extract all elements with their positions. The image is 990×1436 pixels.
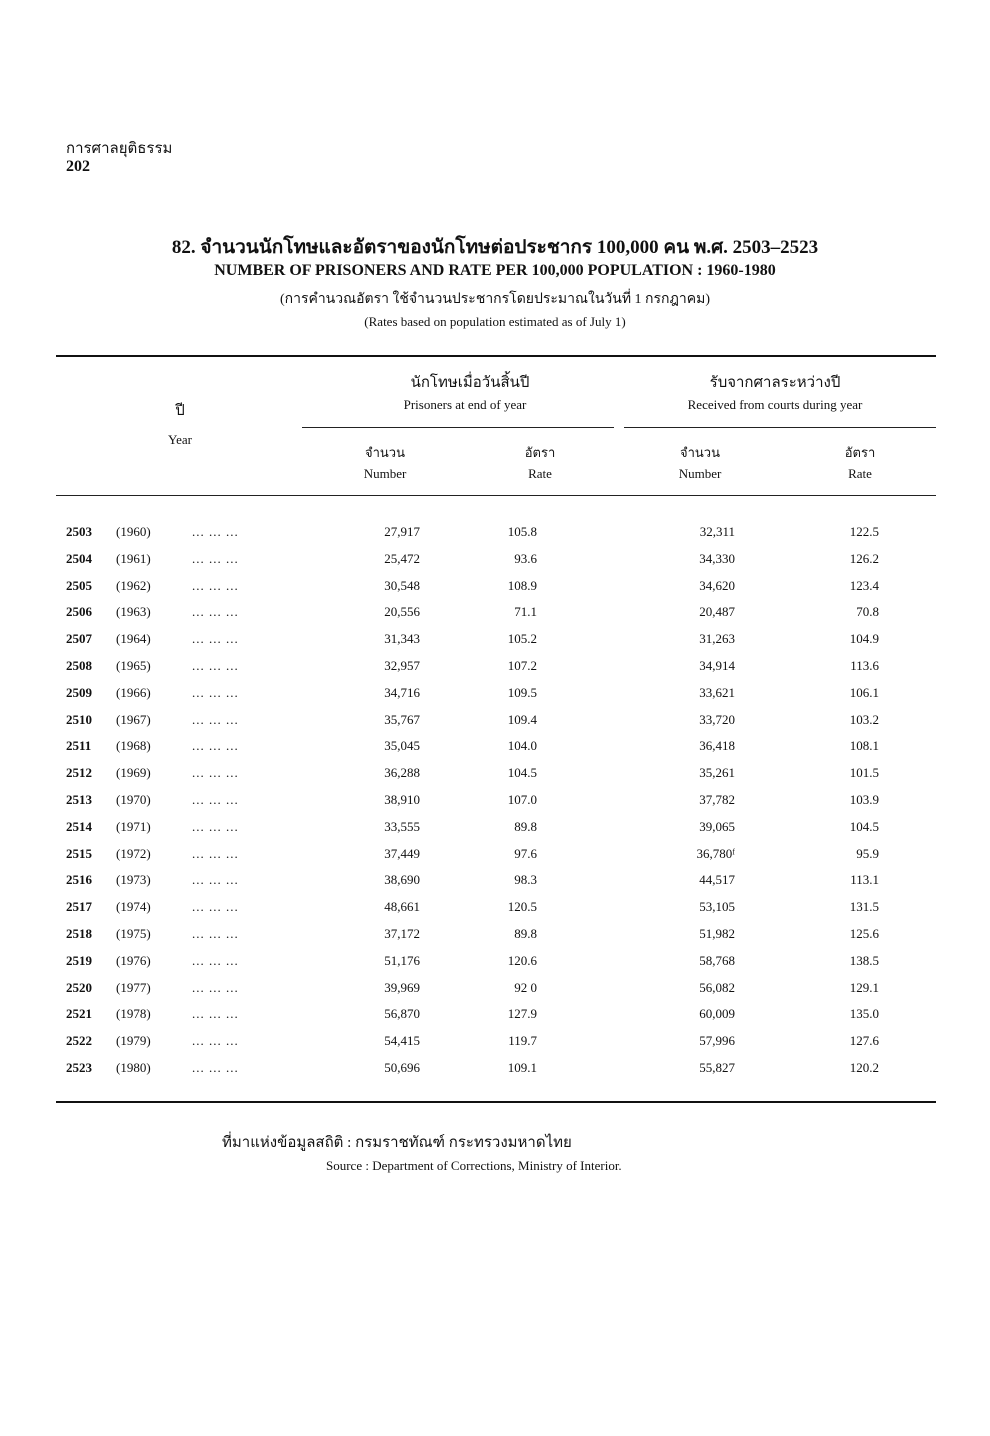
received-number-cell: 36,780ᶠ: [696, 846, 735, 861]
received-number-cell: 55,827: [699, 1060, 735, 1075]
prisoners-rate-cell: 98.3: [514, 872, 537, 887]
running-header: การศาลยุติธรรม: [66, 141, 173, 157]
received-rate-cell: 95.9: [856, 846, 879, 861]
table-bottom-rule: [56, 1101, 936, 1103]
year-be-cell: 2517: [66, 899, 92, 914]
leader-dots: ... ... ...: [192, 819, 239, 834]
year-be-cell: 2504: [66, 551, 92, 566]
received-number-cell: 56,082: [699, 980, 735, 995]
prisoners-rate-cell: 109.5: [507, 685, 537, 700]
received-number-cell: 60,009: [699, 1006, 735, 1021]
table-row: [0, 953, 990, 979]
table-title-thai: 82. จำนวนนักโทษและอัตราของนักโทษต่อประชากร 100,000 คน พ.ศ. 2503–2523: [171, 237, 819, 258]
prisoners-number-cell: 35,767: [384, 712, 420, 727]
year-be-cell: 2510: [66, 712, 92, 727]
prisoners-number-cell: 37,172: [384, 926, 420, 941]
year-be-cell: 2516: [66, 872, 92, 887]
header-bottom-rule: [56, 495, 936, 496]
received-rate-cell: 106.1: [849, 685, 879, 700]
received-rate-header-english: Rate: [848, 466, 872, 481]
prisoners-number-cell: 33,555: [384, 819, 420, 834]
leader-dots: ... ... ...: [192, 953, 239, 968]
received-number-cell: 35,261: [699, 765, 735, 780]
received-number-cell: 51,982: [699, 926, 735, 941]
year-be-cell: 2515: [66, 846, 92, 861]
source-note-thai: ที่มาแห่งข้อมูลสถิติ : กรมราชทัณฑ์ กระทรวงมหาดไทย: [222, 1135, 572, 1151]
prisoners-rate-cell: 109.4: [507, 712, 537, 727]
prisoners-rate-header-thai: อัตรา: [524, 445, 556, 460]
prisoners-rate-cell: 93.6: [514, 551, 537, 566]
table-row: [0, 604, 990, 630]
received-rate-cell: 131.5: [849, 899, 879, 914]
year-ad-cell: (1963): [116, 604, 151, 619]
year-be-cell: 2519: [66, 953, 92, 968]
prisoners-number-cell: 56,870: [384, 1006, 420, 1021]
prisoners-number-cell: 31,343: [384, 631, 420, 646]
year-header-thai: ปี: [175, 403, 185, 419]
table-row: [0, 872, 990, 898]
leader-dots: ... ... ...: [192, 524, 239, 539]
table-row: [0, 738, 990, 764]
prisoners-rate-cell: 109.1: [507, 1060, 537, 1075]
table-row: [0, 685, 990, 711]
year-ad-cell: (1962): [116, 578, 151, 593]
received-number-cell: 33,621: [699, 685, 735, 700]
prisoners-rate-cell: 105.2: [507, 631, 537, 646]
year-ad-cell: (1961): [116, 551, 151, 566]
table-row: [0, 1060, 990, 1086]
year-be-cell: 2507: [66, 631, 92, 646]
source-note-english: Source : Department of Corrections, Ministry of Interior.: [326, 1158, 622, 1173]
prisoners-number-cell: 30,548: [384, 578, 420, 593]
leader-dots: ... ... ...: [192, 712, 239, 727]
prisoners-group-english: Prisoners at end of year: [403, 397, 527, 412]
year-ad-cell: (1977): [116, 980, 151, 995]
table-row: [0, 926, 990, 952]
year-ad-cell: (1976): [116, 953, 151, 968]
year-ad-cell: (1967): [116, 712, 151, 727]
received-rate-cell: 104.9: [849, 631, 879, 646]
prisoners-number-cell: 54,415: [384, 1033, 420, 1048]
year-be-cell: 2505: [66, 578, 92, 593]
year-ad-cell: (1972): [116, 846, 151, 861]
prisoners-rate-cell: 120.6: [507, 953, 537, 968]
year-be-cell: 2518: [66, 926, 92, 941]
prisoners-number-cell: 37,449: [384, 846, 420, 861]
received-number-cell: 58,768: [699, 953, 735, 968]
received-group-english: Received from courts during year: [687, 397, 863, 412]
leader-dots: ... ... ...: [192, 926, 239, 941]
received-rate-cell: 104.5: [849, 819, 879, 834]
year-header-english: Year: [168, 432, 192, 447]
received-rate-cell: 126.2: [849, 551, 879, 566]
received-rate-cell: 70.8: [856, 604, 879, 619]
received-number-cell: 37,782: [699, 792, 735, 807]
year-ad-cell: (1968): [116, 738, 151, 753]
year-ad-cell: (1960): [116, 524, 151, 539]
received-number-cell: 53,105: [699, 899, 735, 914]
leader-dots: ... ... ...: [192, 551, 239, 566]
leader-dots: ... ... ...: [192, 792, 239, 807]
prisoners-group-rule: [302, 427, 614, 428]
prisoners-rate-cell: 89.8: [514, 819, 537, 834]
year-be-cell: 2520: [66, 980, 92, 995]
table-row: [0, 846, 990, 872]
year-be-cell: 2511: [66, 738, 92, 753]
year-be-cell: 2503: [66, 524, 92, 539]
year-be-cell: 2508: [66, 658, 92, 673]
received-group-rule: [624, 427, 936, 428]
leader-dots: ... ... ...: [192, 658, 239, 673]
year-ad-cell: (1966): [116, 685, 151, 700]
received-number-cell: 33,720: [699, 712, 735, 727]
year-be-cell: 2521: [66, 1006, 92, 1021]
leader-dots: ... ... ...: [192, 578, 239, 593]
leader-dots: ... ... ...: [192, 685, 239, 700]
prisoners-rate-cell: 92 0: [514, 980, 537, 995]
received-rate-cell: 101.5: [849, 765, 879, 780]
year-ad-cell: (1978): [116, 1006, 151, 1021]
received-rate-cell: 127.6: [849, 1033, 879, 1048]
received-number-cell: 20,487: [699, 604, 735, 619]
prisoners-number-cell: 51,176: [384, 953, 420, 968]
received-number-cell: 39,065: [699, 819, 735, 834]
year-be-cell: 2506: [66, 604, 92, 619]
received-rate-cell: 129.1: [849, 980, 879, 995]
prisoners-rate-cell: 108.9: [507, 578, 537, 593]
prisoners-number-cell: 35,045: [384, 738, 420, 753]
received-number-header-english: Number: [678, 466, 722, 481]
leader-dots: ... ... ...: [192, 604, 239, 619]
received-number-cell: 34,620: [699, 578, 735, 593]
year-ad-cell: (1965): [116, 658, 151, 673]
received-number-cell: 36,418: [699, 738, 735, 753]
table-top-rule: [56, 355, 936, 357]
year-be-cell: 2509: [66, 685, 92, 700]
leader-dots: ... ... ...: [192, 1033, 239, 1048]
received-rate-cell: 103.2: [849, 712, 879, 727]
leader-dots: ... ... ...: [192, 1060, 239, 1075]
leader-dots: ... ... ...: [192, 738, 239, 753]
table-row: [0, 578, 990, 604]
prisoners-rate-cell: 104.0: [507, 738, 537, 753]
prisoners-number-cell: 38,690: [384, 872, 420, 887]
received-rate-cell: 113.1: [850, 872, 879, 887]
table-subtitle-thai: (การคำนวณอัตรา ใช้จำนวนประชากรโดยประมาณในวันที่ 1 กรกฎาคม): [279, 292, 711, 307]
leader-dots: ... ... ...: [192, 872, 239, 887]
table-row: [0, 792, 990, 818]
prisoners-rate-cell: 89.8: [514, 926, 537, 941]
year-ad-cell: (1980): [116, 1060, 151, 1075]
prisoners-number-cell: 34,716: [384, 685, 420, 700]
table-subtitle-english: (Rates based on population estimated as of July 1): [364, 314, 626, 329]
prisoners-rate-cell: 97.6: [514, 846, 537, 861]
prisoners-rate-cell: 71.1: [514, 604, 537, 619]
table-row: [0, 658, 990, 684]
prisoners-number-cell: 48,661: [384, 899, 420, 914]
received-rate-cell: 138.5: [849, 953, 879, 968]
prisoners-number-header-english: Number: [363, 466, 407, 481]
prisoners-number-cell: 25,472: [384, 551, 420, 566]
received-rate-cell: 123.4: [849, 578, 879, 593]
prisoners-rate-cell: 119.7: [508, 1033, 537, 1048]
prisoners-rate-cell: 120.5: [507, 899, 537, 914]
received-rate-cell: 108.1: [849, 738, 879, 753]
year-be-cell: 2522: [66, 1033, 92, 1048]
prisoners-rate-cell: 105.8: [507, 524, 537, 539]
received-rate-cell: 113.6: [850, 658, 879, 673]
year-be-cell: 2514: [66, 819, 92, 834]
received-number-cell: 57,996: [699, 1033, 735, 1048]
year-ad-cell: (1979): [116, 1033, 151, 1048]
year-ad-cell: (1970): [116, 792, 151, 807]
year-ad-cell: (1964): [116, 631, 151, 646]
year-ad-cell: (1975): [116, 926, 151, 941]
prisoners-number-cell: 50,696: [384, 1060, 420, 1075]
table-row: [0, 899, 990, 925]
received-number-cell: 34,330: [699, 551, 735, 566]
table-row: [0, 819, 990, 845]
prisoners-rate-header-english: Rate: [528, 466, 552, 481]
year-be-cell: 2523: [66, 1060, 92, 1075]
prisoners-number-header-thai: จำนวน: [365, 445, 405, 460]
received-rate-header-thai: อัตรา: [844, 445, 876, 460]
received-number-header-thai: จำนวน: [680, 445, 720, 460]
leader-dots: ... ... ...: [192, 765, 239, 780]
prisoners-number-cell: 20,556: [384, 604, 420, 619]
received-number-cell: 34,914: [699, 658, 735, 673]
received-number-cell: 44,517: [699, 872, 735, 887]
prisoners-group-thai: นักโทษเมื่อวันสิ้นปี: [410, 375, 530, 391]
prisoners-number-cell: 27,917: [384, 524, 420, 539]
table-row: [0, 980, 990, 1006]
table-row: [0, 551, 990, 577]
year-be-cell: 2512: [66, 765, 92, 780]
prisoners-rate-cell: 127.9: [507, 1006, 537, 1021]
leader-dots: ... ... ...: [192, 631, 239, 646]
year-ad-cell: (1971): [116, 819, 151, 834]
received-number-cell: 32,311: [699, 524, 735, 539]
year-be-cell: 2513: [66, 792, 92, 807]
table-row: [0, 1033, 990, 1059]
received-rate-cell: 135.0: [849, 1006, 879, 1021]
prisoners-number-cell: 38,910: [384, 792, 420, 807]
prisoners-rate-cell: 104.5: [507, 765, 537, 780]
leader-dots: ... ... ...: [192, 846, 239, 861]
prisoners-number-cell: 32,957: [384, 658, 420, 673]
page-number: 202: [66, 158, 90, 175]
year-ad-cell: (1973): [116, 872, 151, 887]
received-rate-cell: 125.6: [849, 926, 879, 941]
table-row: [0, 631, 990, 657]
table-row: [0, 765, 990, 791]
year-ad-cell: (1969): [116, 765, 151, 780]
prisoners-rate-cell: 107.2: [507, 658, 537, 673]
received-rate-cell: 122.5: [849, 524, 879, 539]
table-title-english: NUMBER OF PRISONERS AND RATE PER 100,000 POPULATION : 1960-1980: [214, 262, 776, 279]
leader-dots: ... ... ...: [192, 1006, 239, 1021]
table-row: [0, 712, 990, 738]
received-rate-cell: 103.9: [849, 792, 879, 807]
table-row: [0, 1006, 990, 1032]
leader-dots: ... ... ...: [192, 899, 239, 914]
leader-dots: ... ... ...: [192, 980, 239, 995]
received-rate-cell: 120.2: [849, 1060, 879, 1075]
prisoners-number-cell: 39,969: [384, 980, 420, 995]
prisoners-rate-cell: 107.0: [507, 792, 537, 807]
received-number-cell: 31,263: [699, 631, 735, 646]
year-ad-cell: (1974): [116, 899, 151, 914]
received-group-thai: รับจากศาลระหว่างปี: [709, 375, 841, 391]
prisoners-number-cell: 36,288: [384, 765, 420, 780]
table-row: [0, 524, 990, 550]
